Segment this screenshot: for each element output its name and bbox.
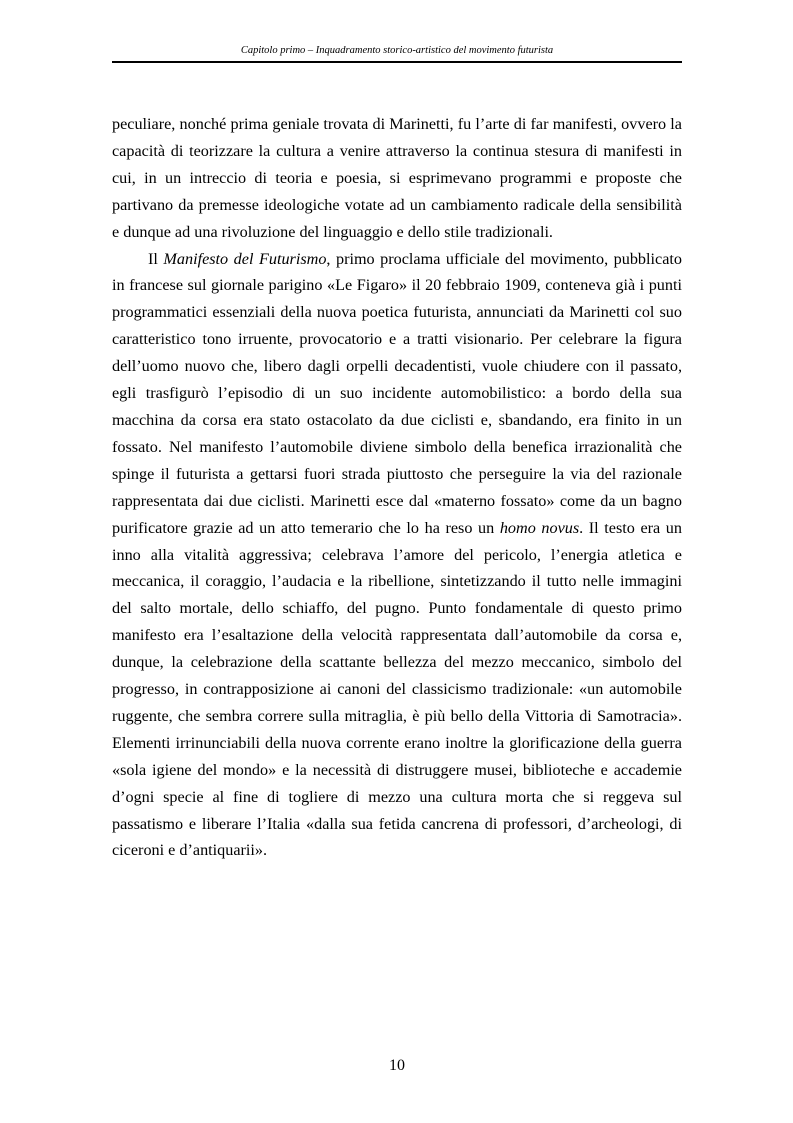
paragraph-2-tail: . Il testo era un inno alla vitalità aggressiva; celebrava l’amore del pericolo, l’energia atletica e meccanica, il coraggio, l’audacia e la ribellione, sintetizzando il tutto nelle immagini del salto mortale, dello schiaffo, del pugno. Punto fondamentale di questo primo manifesto era l’esaltazione della velocità rappresentata dall’automobile da corsa e, dunque, la celebrazione della scattante bellezza del mezzo meccanico, simbolo del progresso, in contrapposizione ai canoni del classicismo tradizionale: «un automobile ruggente, che sembra correre sulla mitraglia, è più bello della Vittoria di Samotracia». Elementi irrinunciabili della nuova corrente erano inoltre la glorificazione della guerra «sola igiene del mondo» e la necessità di distruggere musei, biblioteche e accademie d’ogni specie al fine di togliere di mezzo una cultura morta che si reggeva sul passatismo e liberare l’Italia «dalla sua fetida cancrena di professori, d’archeologi, di ciceroni e d’antiquarii». bbox=[112, 518, 682, 860]
running-header: Capitolo primo – Inquadramento storico-artistico del movimento futurista bbox=[240, 45, 554, 56]
paragraph-2-middle: , primo proclama ufficiale del movimento, pubblicato in francese sul giornale parigino «Le Figaro» il 20 febbraio 1909, conteneva già i punti programmatici essenziali della nuova poetica futurista, annunciati da Marinetti col suo caratteristico tono irruente, provocatorio e a tratti visionario. Per celebrare la figura dell’uomo nuovo che, libero dagli orpelli decadentisti, vuole chiudere con il passato, egli trasfigurò l’episodio di un suo incidente automobilistico: a bordo della sua macchina da corsa era stato ostacolato da due ciclisti e, sbandando, era finito in un fossato. Nel manifesto l’automobile diviene simbolo della benefica irrazionalità che spinge il futurista a gettarsi fuori strada piuttosto che perseguire la via del razionale rappresentata dai due ciclisti. Marinetti esce dal «materno fossato» come da un bagno purificatore grazie ad un atto temerario che lo ha reso un bbox=[112, 249, 682, 537]
manifesto-title: Manifesto del Futurismo bbox=[163, 249, 327, 268]
latin-term: homo novus bbox=[499, 518, 580, 537]
paragraph-2-lead: Il bbox=[148, 249, 164, 268]
paragraph-2 bbox=[112, 246, 682, 865]
paragraph-1: peculiare, nonché prima geniale trovata di Marinetti, fu l’arte di far manifesti, ovvero la capacità di teorizzare la cultura a venire attraverso la continua stesura di manifesti in cui, in un intreccio di teoria e poesia, si esprimevano programmi e proposte che partivano da premesse ideologiche votate ad un cambiamento radicale della sensibilità e dunque ad una rivoluzione del linguaggio e dello stile tradizionali. bbox=[112, 115, 682, 241]
header-rule bbox=[112, 61, 682, 63]
page-number: 10 bbox=[389, 1057, 405, 1074]
body-text bbox=[112, 111, 682, 864]
